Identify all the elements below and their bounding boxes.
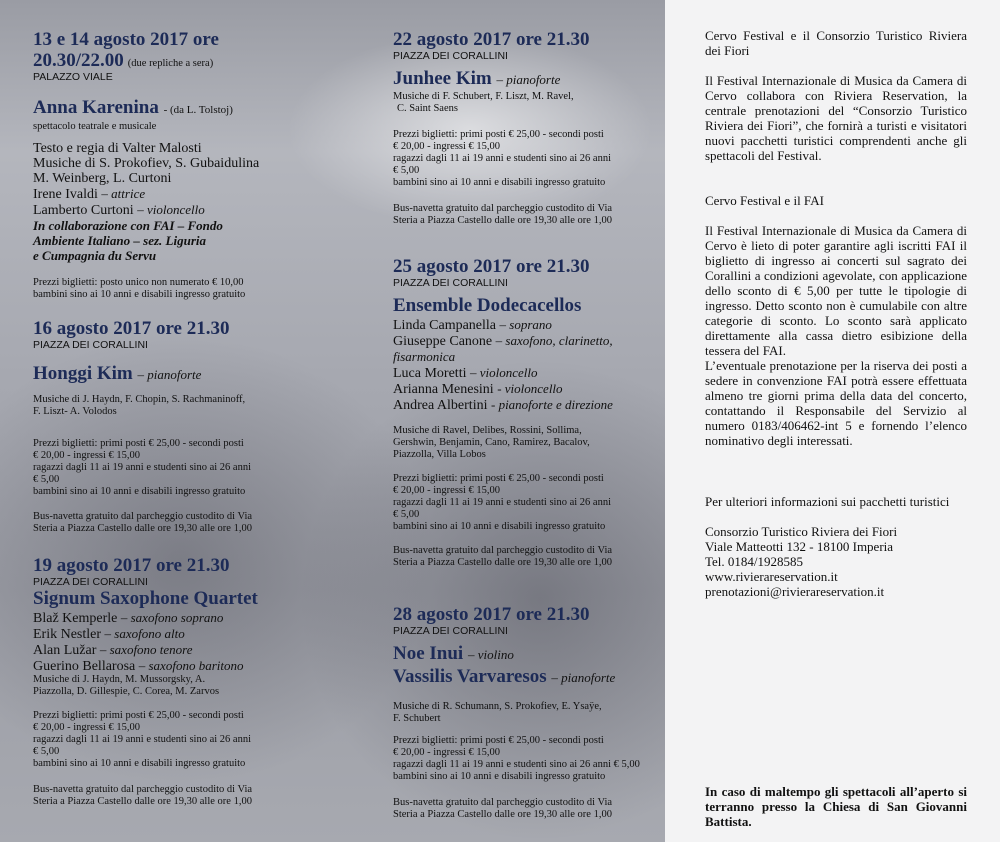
event-venue: PIAZZA DEI CORALLINI — [393, 50, 508, 62]
event-venue: PIAZZA DEI CORALLINI — [393, 625, 508, 637]
performer: Erik Nestler – saxofono alto — [33, 626, 185, 642]
weather-note: In caso di maltempo gli spettacoli all’aperto si terranno presso la Chiesa di San Giovanni Battista. — [705, 784, 967, 829]
bus-line: Bus-navetta gratuito dal parcheggio custodito di Via — [33, 784, 253, 795]
event-date: 13 e 14 agosto 2017 ore — [33, 29, 219, 50]
contact-address: Viale Matteotti 132 - 18100 Imperia — [705, 539, 894, 554]
music-line: Gershwin, Benjamin, Cano, Ramirez, Bacalov, — [393, 437, 590, 448]
contact-org: Consorzio Turistico Riviera dei Fiori — [705, 524, 898, 539]
event-title: Noe Inui – violino — [393, 643, 514, 664]
bus-line: Steria a Piazza Castello dalle ore 19,30 alle ore 1,00 — [393, 809, 612, 820]
credit-line: Musiche di S. Prokofiev, S. Gubaidulina — [33, 156, 260, 171]
price-line: ragazzi dagli 11 ai 19 anni e studenti sino ai 26 anni — [393, 497, 612, 508]
event-title: Ensemble Dodecacellos — [393, 295, 582, 316]
event-venue: PIAZZA DEI CORALLINI — [393, 277, 508, 289]
performer: Guerino Bellarosa – saxofono baritono — [33, 658, 244, 674]
performer: Arianna Menesini - violoncello — [393, 381, 563, 397]
price-line: bambini sino ai 10 anni e disabili ingresso gratuito — [393, 771, 606, 782]
event-date: 19 agosto 2017 ore 21.30 — [33, 555, 230, 576]
music-line: Musiche di Ravel, Delibes, Rossini, Sollima, — [393, 425, 582, 436]
price-line: € 20,00 - ingressi € 15,00 — [393, 141, 501, 152]
bus-line: Steria a Piazza Castello dalle ore 19,30 alle ore 1,00 — [393, 215, 612, 226]
event-venue: PIAZZA DEI CORALLINI — [33, 339, 148, 351]
contact-email[interactable]: prenotazioni@rivierareservation.it — [705, 584, 885, 599]
event-signum-quartet — [33, 555, 333, 808]
credit-line: Testo e regia di Valter Malosti — [33, 141, 202, 156]
collab-line: Ambiente Italiano – sez. Liguria — [33, 233, 206, 248]
price-line: € 5,00 — [393, 165, 420, 176]
price-line: bambini sino ai 10 anni e disabili ingresso gratuito — [33, 289, 246, 300]
contact-website[interactable]: www.rivierareservation.it — [705, 569, 838, 584]
music-line: C. Saint Saens — [397, 103, 458, 114]
performer: Andrea Albertini - pianoforte e direzione — [393, 397, 613, 413]
event-junhee-kim — [393, 29, 663, 227]
price-line: ragazzi dagli 11 ai 19 anni e studenti sino ai 26 anni — [33, 462, 252, 473]
event-title: Anna Karenina - (da L. Tolstoj) — [33, 97, 233, 118]
music-line: F. Schubert — [393, 713, 441, 724]
price-line: bambini sino ai 10 anni e disabili ingresso gratuito — [33, 486, 246, 497]
price-line: € 5,00 — [33, 474, 60, 485]
contact-phone: Tel. 0184/1928585 — [705, 554, 804, 569]
performer: Alan Lužar – saxofono tenore — [33, 642, 193, 658]
bus-line: Bus-navetta gratuito dal parcheggio custodito di Via — [393, 545, 613, 556]
performer: Linda Campanella – soprano — [393, 317, 552, 333]
event-time: 20.30/22.00 — [33, 50, 124, 71]
event-honggi-kim — [33, 318, 333, 535]
collab-line: In collaborazione con FAI – Fondo — [33, 218, 223, 233]
info-paragraph: L’eventuale prenotazione per la riserva dei posti a sedere in convenzione FAI potrà essere effettuata almeno tre giorni prima della data del concerto, contattando il Responsabile del Servizio al numero 0183/406462-int 5 e fornendo l’elenco nominativo degli interessati. — [705, 358, 967, 448]
performer: Giuseppe Canone – saxofono, clarinetto, — [393, 333, 613, 349]
performer: Blaž Kemperle – saxofono soprano — [33, 610, 224, 626]
event-note: (due repliche a sera) — [127, 58, 214, 69]
event-date: 22 agosto 2017 ore 21.30 — [393, 29, 590, 50]
price-line: Prezzi biglietti: primi posti € 25,00 - secondi posti — [33, 710, 244, 721]
price-line: bambini sino ai 10 anni e disabili ingresso gratuito — [393, 177, 606, 188]
collab-line: e Cumpagnia du Servu — [33, 248, 157, 263]
price-line: € 5,00 — [393, 509, 420, 520]
performer: fisarmonica — [393, 349, 456, 364]
event-inui-varvaresos — [393, 604, 663, 821]
event-title: Vassilis Varvaresos – pianoforte — [393, 666, 616, 687]
performer: Luca Moretti – violoncello — [393, 365, 538, 381]
info-paragraph: Il Festival Internazionale di Musica da Camera di Cervo collabora con Riviera Reservation, la centrale prenotazioni del “Consorzio Turistico Riviera dei Fiori”, che fornirà a turisti e visitatori nuovi pacchetti turistici comprendenti anche gli spettacoli del Festival. — [705, 73, 967, 163]
price-line: € 20,00 - ingressi € 15,00 — [393, 747, 501, 758]
event-genre: spettacolo teatrale e musicale — [33, 121, 157, 132]
credit-line: M. Weinberg, L. Curtoni — [33, 171, 172, 186]
music-line: Musiche di F. Schubert, F. Liszt, M. Ravel, — [393, 91, 574, 102]
event-title: Junhee Kim – pianoforte — [393, 68, 561, 89]
event-dodecacellos — [393, 256, 663, 569]
music-line: Musiche di J. Haydn, F. Chopin, S. Rachmaninoff, — [33, 394, 246, 405]
bus-line: Bus-navetta gratuito dal parcheggio custodito di Via — [33, 511, 253, 522]
info-heading: Cervo Festival e il FAI — [705, 193, 824, 208]
event-title: Signum Saxophone Quartet — [33, 588, 258, 609]
event-title: Honggi Kim – pianoforte — [33, 363, 202, 384]
price-line: ragazzi dagli 11 ai 19 anni e studenti sino ai 26 anni — [33, 734, 252, 745]
column-info — [665, 0, 1000, 842]
price-line: Prezzi biglietti: primi posti € 25,00 - secondi posti — [393, 473, 604, 484]
price-line: € 5,00 — [33, 746, 60, 757]
price-line: ragazzi dagli 11 ai 19 anni e studenti sino ai 26 anni — [393, 153, 612, 164]
price-line: € 20,00 - ingressi € 15,00 — [33, 722, 141, 733]
event-venue: PALAZZO VIALE — [33, 71, 113, 83]
price-line: Prezzi biglietti: posto unico non numerato € 10,00 — [33, 277, 244, 288]
event-date: 25 agosto 2017 ore 21.30 — [393, 256, 590, 277]
music-line: F. Liszt- A. Volodos — [33, 406, 117, 417]
price-line: ragazzi dagli 11 ai 19 anni e studenti sino ai 26 anni € 5,00 — [393, 759, 640, 770]
bus-line: Steria a Piazza Castello dalle ore 19,30 alle ore 1,00 — [33, 523, 252, 534]
music-line: Piazzolla, Villa Lobos — [393, 449, 486, 460]
music-line: Musiche di J. Haydn, M. Mussorgsky, A. — [33, 674, 206, 685]
bus-line: Steria a Piazza Castello dalle ore 19,30 alle ore 1,00 — [33, 796, 252, 807]
music-line: Musiche di R. Schumann, S. Prokofiev, E. Ysaÿe, — [393, 701, 602, 712]
info-paragraph: Per ulteriori informazioni sui pacchetti turistici — [705, 494, 950, 509]
price-line: Prezzi biglietti: primi posti € 25,00 - secondi posti — [393, 129, 604, 140]
info-section — [705, 28, 967, 599]
price-line: Prezzi biglietti: primi posti € 25,00 - secondi posti — [393, 735, 604, 746]
info-paragraph: Il Festival Internazionale di Musica da Camera di Cervo è lieto di poter garantire agli iscritti FAI il biglietto di ingresso ai concerti sul sagrato dei Corallini a condizioni agevolate, con applicazione dello sconto di € 5,00 per tutte le tipologie di ingresso. Detto sconto non è cumulabile con altre categorie di sconto. Lo sconto sarà applicato direttamente alla cassa dietro esibizione della tessera del FAI. — [705, 223, 967, 358]
bus-line: Bus-navetta gratuito dal parcheggio custodito di Via — [393, 203, 613, 214]
column-left — [0, 0, 335, 842]
event-venue: PIAZZA DEI CORALLINI — [33, 576, 148, 588]
info-heading: Cervo Festival e il Consorzio Turistico Riviera dei Fiori — [705, 28, 967, 58]
column-middle — [335, 0, 665, 842]
price-line: € 20,00 - ingressi € 15,00 — [33, 450, 141, 461]
price-line: Prezzi biglietti: primi posti € 25,00 - secondi posti — [33, 438, 244, 449]
event-date: 28 agosto 2017 ore 21.30 — [393, 604, 590, 625]
price-line: bambini sino ai 10 anni e disabili ingresso gratuito — [393, 521, 606, 532]
price-line: € 20,00 - ingressi € 15,00 — [393, 485, 501, 496]
event-date: 16 agosto 2017 ore 21.30 — [33, 318, 230, 339]
bus-line: Steria a Piazza Castello dalle ore 19,30 alle ore 1,00 — [393, 557, 612, 568]
performer: Irene Ivaldi – attrice — [33, 186, 146, 202]
event-anna-karenina — [33, 29, 333, 301]
performer: Lamberto Curtoni – violoncello — [33, 202, 205, 218]
price-line: bambini sino ai 10 anni e disabili ingresso gratuito — [33, 758, 246, 769]
music-line: Piazzolla, D. Gillespie, C. Corea, M. Zarvos — [33, 686, 220, 697]
bus-line: Bus-navetta gratuito dal parcheggio custodito di Via — [393, 797, 613, 808]
